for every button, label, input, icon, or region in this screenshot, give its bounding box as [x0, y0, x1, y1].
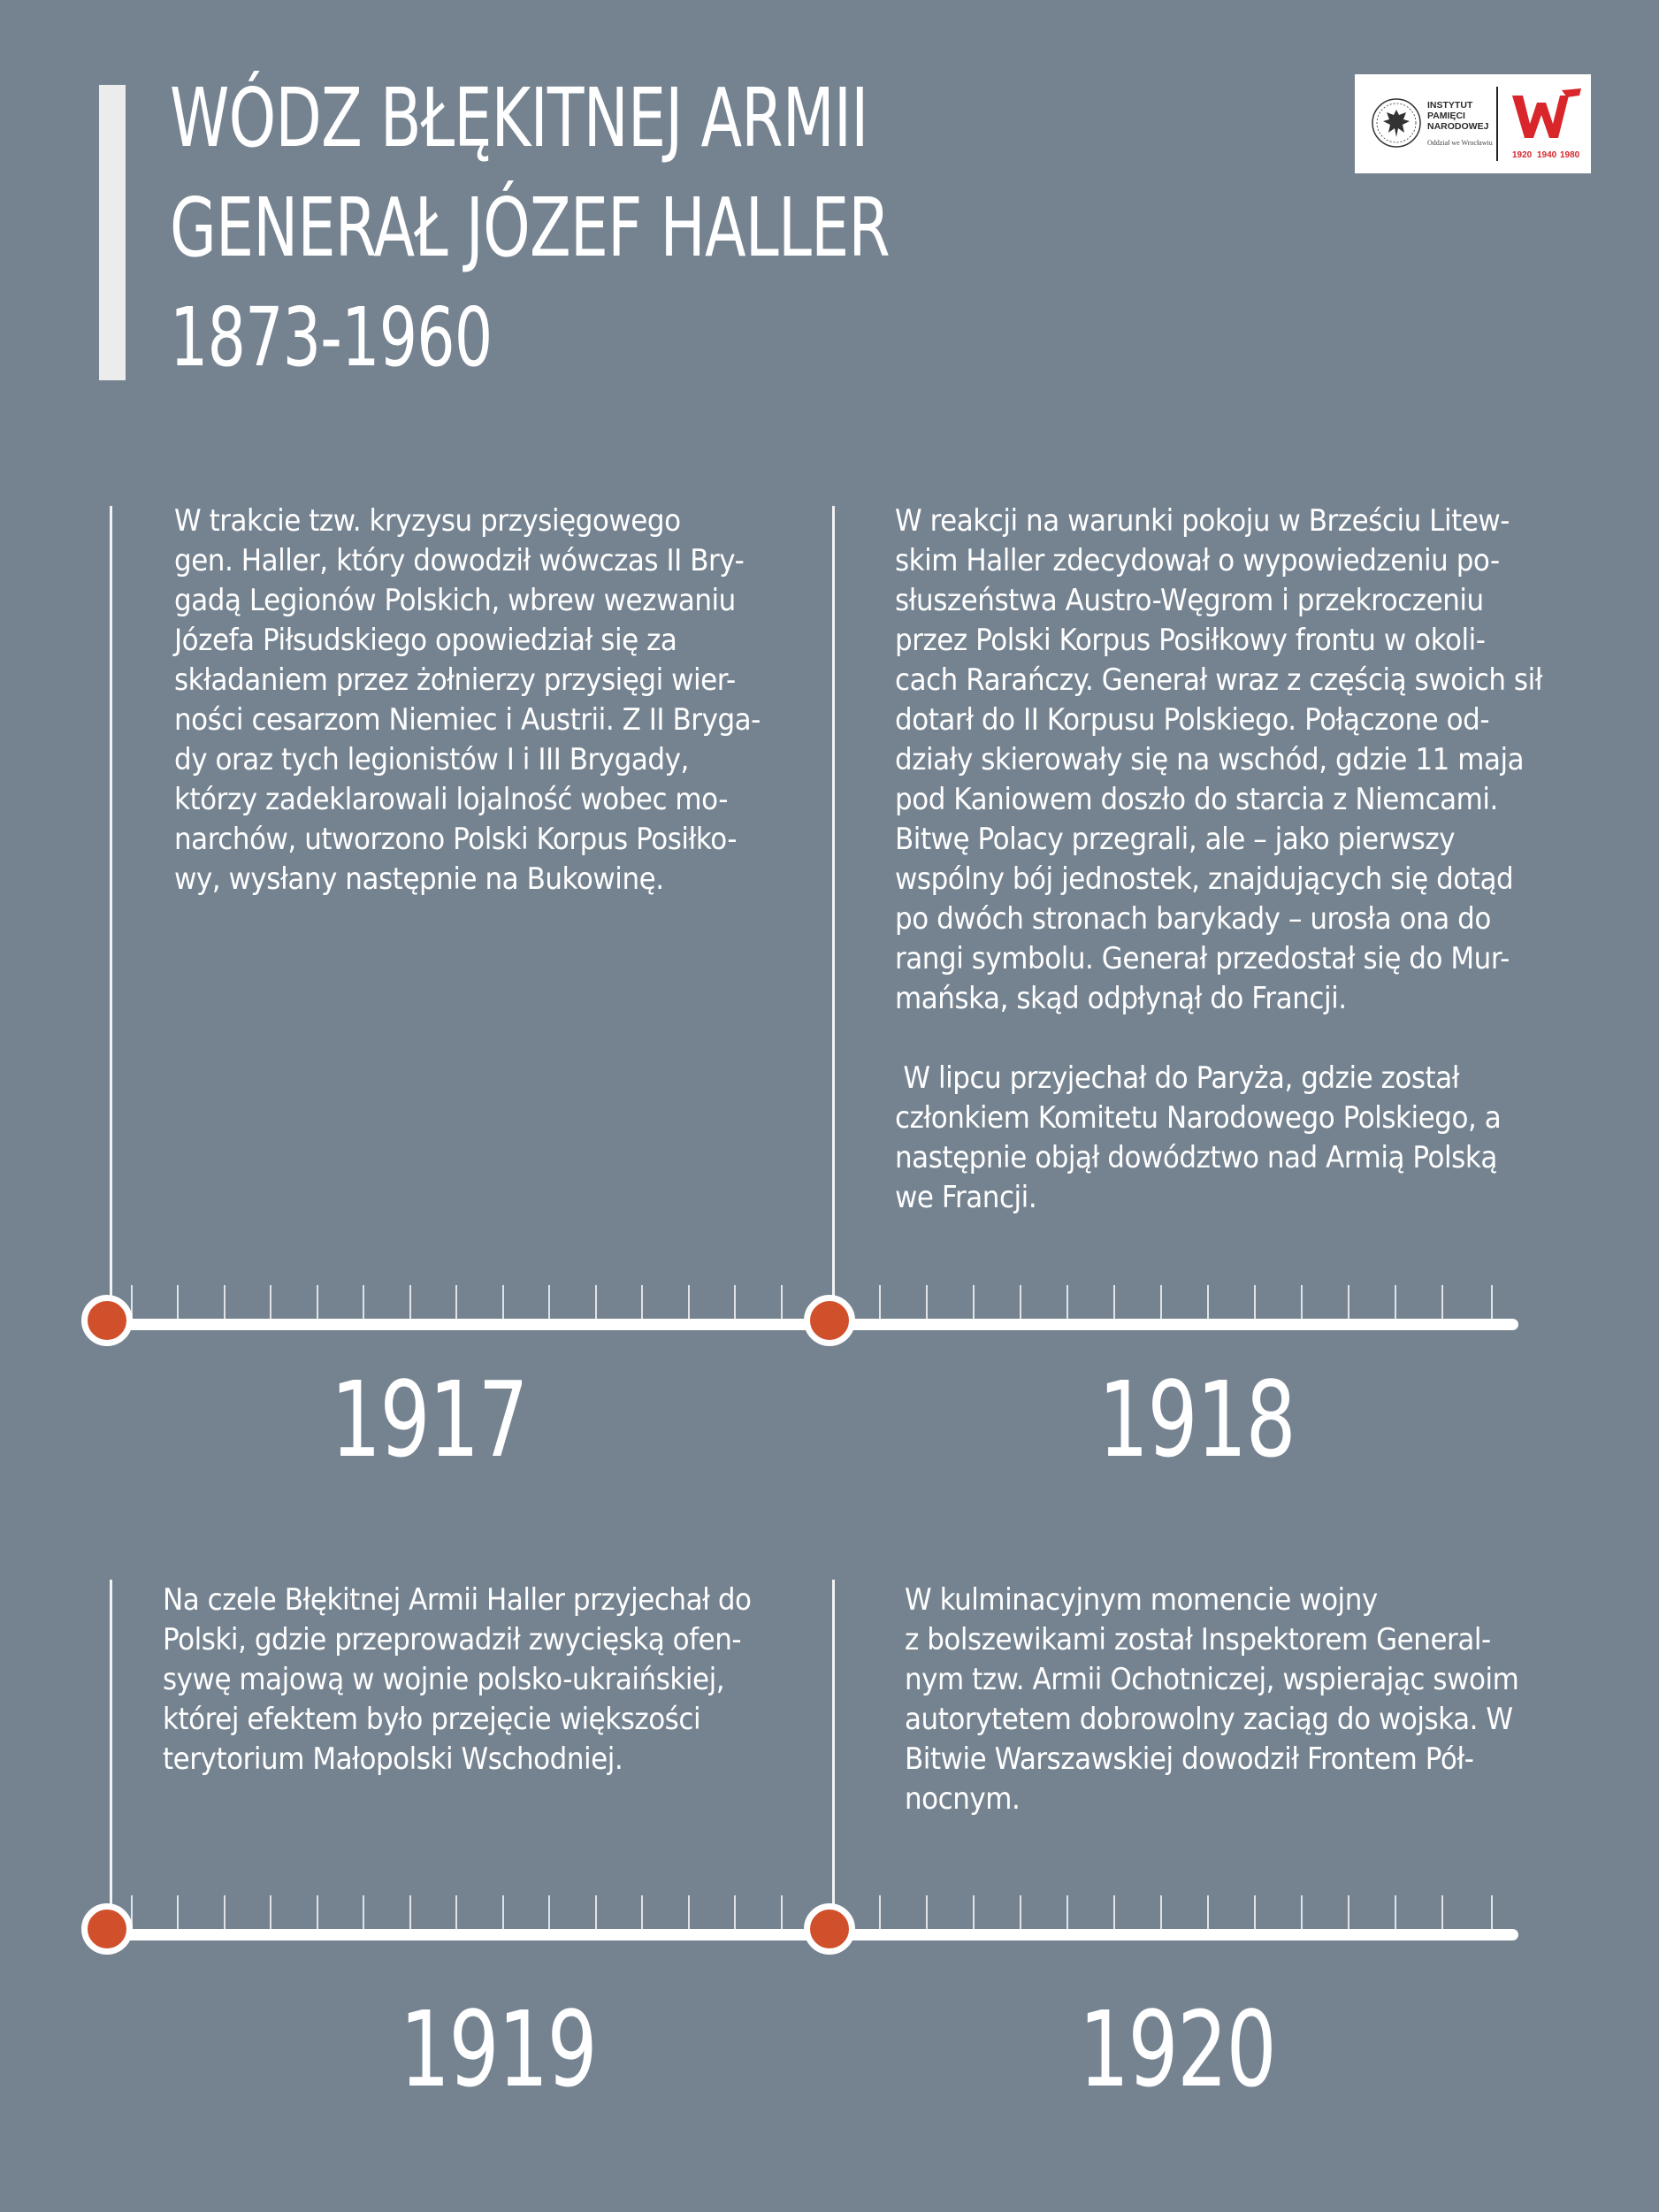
text-1920: W kulminacyjnym momencie wojny z bolszewikami został Inspektorem General- nym tzw. Armii Ochotniczej, wspierając swoim autorytetem dobrowolny zaciąg do wojska. W Bitwie Warszawskiej dowodził Frontem Pół- nocnym.: [905, 1582, 1519, 1816]
timeline-stem-1919: [110, 1580, 112, 1933]
timeline-dot-1919: [81, 1903, 133, 1955]
ipn-name: INSTYTUT PAMIĘCI NARODOWEJ: [1427, 100, 1489, 132]
timeline-dot-1918: [804, 1295, 855, 1346]
year-1919: 1919: [400, 1988, 597, 2110]
logo-box: [1355, 74, 1591, 173]
title-line-2: GENERAŁ JÓZEF HALLER: [170, 180, 890, 275]
svg-text:1920: 1920: [1512, 150, 1533, 160]
timeline-stem-1918: [832, 506, 835, 1321]
timeline-stem-1917: [110, 506, 112, 1321]
year-1917: 1917: [331, 1359, 528, 1481]
text-1917: W trakcie tzw. kryzysu przysięgowego gen. Haller, który dowodził wówczas II Bry- gadą Legionów Polskich, wbrew wezwaniu Józefa Piłsudskiego opowiedział się za składaniem przez żołnierzy przysięgi wier- ności cesarzom Niemiec i Austrii. Z II Bryga- dy oraz tych legionistów I i III Brygady, którzy zadeklarowali lojalność wobec mo- narchów, utworzono Polski Korpus Posiłko- wy, wysłany następnie na Bukowinę.: [174, 503, 761, 896]
svg-text:1980: 1980: [1560, 150, 1580, 160]
text-1919: Na czele Błękitnej Armii Haller przyjechał do Polski, gdzie przeprowadził zwycięską ofen- sywę majową w wojnie polsko-ukraińskiej, której efektem było przejęcie większości terytorium Małopolski Wschodniej.: [163, 1582, 752, 1776]
text-1918: W reakcji na warunki pokoju w Brześciu Litew- skim Haller zdecydował o wypowiedzeniu po- słuszeństwa Austro-Węgrom i przekroczeniu przez Polski Korpus Posiłkowy frontu w okoli- cach Rarańczy. Generał wraz z częścią swoich sił dotarł do II Korpusu Polskiego. Połączone od- działy skierowały się na wschód, gdzie 11 maja pod Kaniowem doszło do starcia z Niemcami. Bitwę Polacy przegrali, ale – jako pierwszy wspólny bój jednostek, znajdujących się dotąd po dwóch stronach barykady – urosła ona do rangi symbolu. Generał przedostał się do Mur- mańska, skąd odpłynął do Francji. W lipcu przyjechał do Paryża, gdzie został członkiem Komitetu Narodowego Polskiego, a następnie objął dowództwo nad Armią Polską we Francji.: [895, 503, 1543, 1214]
timeline-dot-1920: [804, 1903, 855, 1955]
year-1920: 1920: [1079, 1988, 1276, 2110]
logo-divider: [1496, 87, 1498, 161]
title-line-1: WÓDZ BŁĘKITNEJ ARMII: [170, 71, 868, 165]
title-accent-bar: [99, 85, 126, 380]
eagle-emblem-icon: [1371, 97, 1422, 149]
timeline-dot-1917: [81, 1295, 133, 1346]
title-dates: 1873-1960: [170, 290, 493, 385]
w-logo-icon: [1505, 83, 1586, 165]
svg-text:1940: 1940: [1537, 150, 1557, 160]
timeline-stem-1920: [832, 1580, 835, 1933]
year-1918: 1918: [1098, 1359, 1296, 1481]
ipn-branch: Oddział we Wrocławiu: [1427, 139, 1493, 147]
